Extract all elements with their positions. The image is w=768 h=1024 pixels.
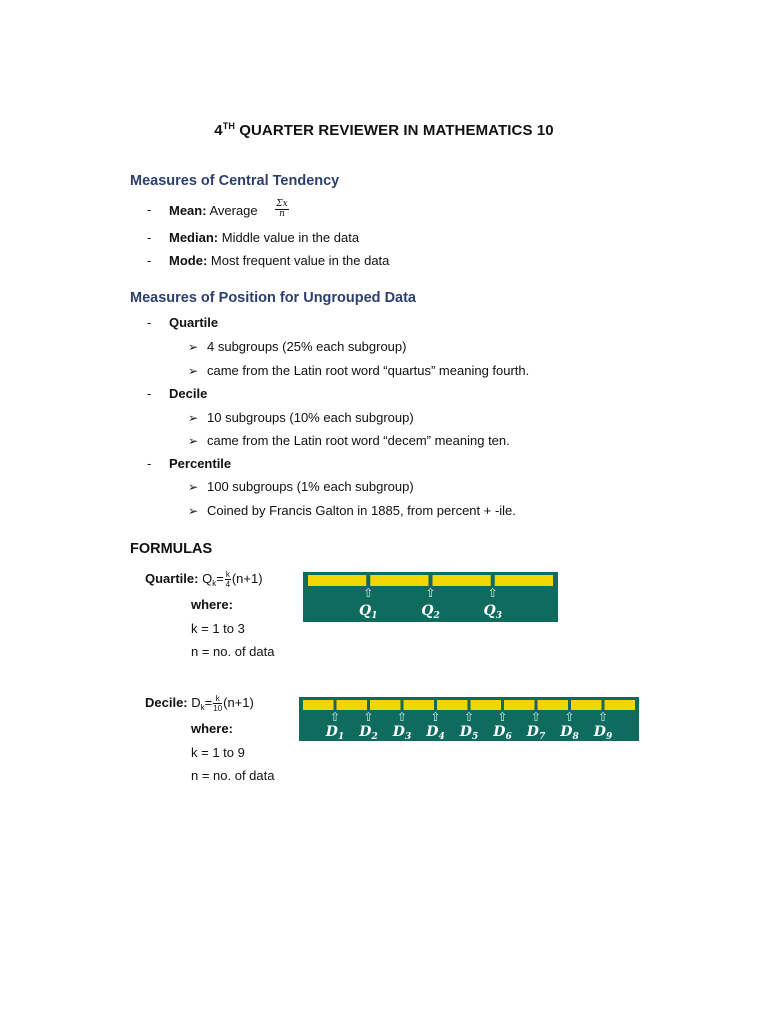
segment-bar	[370, 575, 428, 586]
arrowhead-bullet-icon: ➢	[188, 364, 199, 378]
quartile-where: where:	[191, 597, 233, 612]
marker-label: $D_4$	[426, 724, 445, 741]
up-arrow-icon: ⇧	[597, 710, 609, 724]
up-arrow-icon: ⇧	[487, 586, 498, 600]
quartile-diagram	[303, 572, 558, 622]
quartile-fraction: $\frac{k}{4}$	[225, 570, 231, 589]
up-arrow-icon: ⇧	[463, 710, 475, 724]
decile-diagram-svg	[299, 697, 639, 741]
arrowhead-bullet-icon: ➢	[188, 411, 199, 425]
up-arrow-icon: ⇧	[497, 710, 508, 724]
up-arrow-icon: ⇧	[425, 586, 436, 600]
up-arrow-icon: ⇧	[430, 710, 441, 724]
segment-bar	[504, 700, 535, 710]
segment-bar	[303, 700, 334, 710]
marker-label: $D_2$	[359, 724, 378, 741]
mean-label: Mean:	[169, 202, 207, 218]
decile-where: where:	[191, 721, 233, 736]
marker-label: $D_7$	[526, 724, 546, 741]
mode-text: Most frequent value in the data	[207, 253, 390, 268]
marker-label: $D_9$	[593, 724, 613, 741]
group-label: Percentile	[169, 456, 232, 471]
decile-formula: Decile: $D_k=$ $\frac{k}{10}$ (n+1)	[145, 694, 254, 713]
marker-label: $Q_3$	[483, 603, 502, 621]
marker-label: $D_6$	[493, 724, 512, 741]
section-heading-central-tendency: Measures of Central Tendency	[130, 173, 340, 189]
up-arrow-icon: ⇧	[329, 710, 341, 724]
arrowhead-bullet-icon: ➢	[188, 504, 199, 518]
segment-bar	[433, 575, 491, 586]
quartile-diagram-svg	[303, 572, 558, 622]
mean-text: Average	[206, 202, 258, 218]
up-arrow-icon: ⇧	[363, 586, 374, 600]
marker-label: $Q_1$	[359, 603, 378, 621]
decile-formula-label: Decile:	[145, 694, 188, 710]
decile-n-definition: n = no. of data	[191, 768, 275, 783]
segment-bar	[495, 575, 553, 586]
title-number: 4	[214, 122, 223, 139]
arrowhead-bullet-icon: ➢	[188, 434, 199, 448]
quartile-formula-label: Quartile:	[145, 570, 199, 586]
median-label: Median:	[169, 230, 219, 245]
segment-bar	[538, 700, 569, 710]
up-arrow-icon: ⇧	[396, 710, 408, 724]
title-superscript: TH	[222, 121, 235, 131]
segment-bar	[605, 700, 636, 710]
group-label: Quartile	[169, 315, 219, 330]
segment-bar	[571, 700, 602, 710]
marker-label: $D_3$	[392, 724, 412, 741]
group-label: Decile	[169, 386, 208, 401]
quartile-k-range: k = 1 to 3	[191, 621, 245, 636]
quartile-formula: Quartile: $Q_k=$ $\frac{k}{4}$ (n+1)	[145, 570, 263, 589]
title-text: QUARTER REVIEWER IN MATHEMATICS 10	[234, 122, 554, 139]
marker-label: $D_8$	[560, 724, 579, 741]
segment-bar	[337, 700, 368, 710]
marker-label: $D_1$	[325, 724, 345, 741]
segment-bar	[437, 700, 468, 710]
mean-formula: $\frac{\Sigma x}{n}$	[276, 199, 288, 219]
section-heading-measures-of-position: Measures of Position for Ungrouped Data	[130, 290, 416, 306]
mode-label: Mode:	[169, 253, 208, 268]
up-arrow-icon: ⇧	[564, 710, 575, 724]
marker-label: $Q_2$	[421, 603, 440, 621]
formulas-heading: FORMULAS	[130, 541, 213, 557]
page-title	[0, 121, 768, 139]
median-text: Middle value in the data	[218, 230, 360, 245]
decile-diagram	[299, 697, 639, 741]
up-arrow-icon: ⇧	[530, 710, 542, 724]
decile-k-range: k = 1 to 9	[191, 745, 245, 760]
marker-label: $D_5$	[459, 724, 479, 741]
quartile-n-definition: n = no. of data	[191, 644, 275, 659]
segment-bar	[370, 700, 401, 710]
segment-bar	[471, 700, 502, 710]
segment-bar	[404, 700, 435, 710]
arrowhead-bullet-icon: ➢	[188, 480, 199, 494]
arrowhead-bullet-icon: ➢	[188, 340, 199, 354]
up-arrow-icon: ⇧	[363, 710, 374, 724]
segment-bar	[308, 575, 366, 586]
decile-fraction: $\frac{k}{10}$	[213, 694, 223, 713]
